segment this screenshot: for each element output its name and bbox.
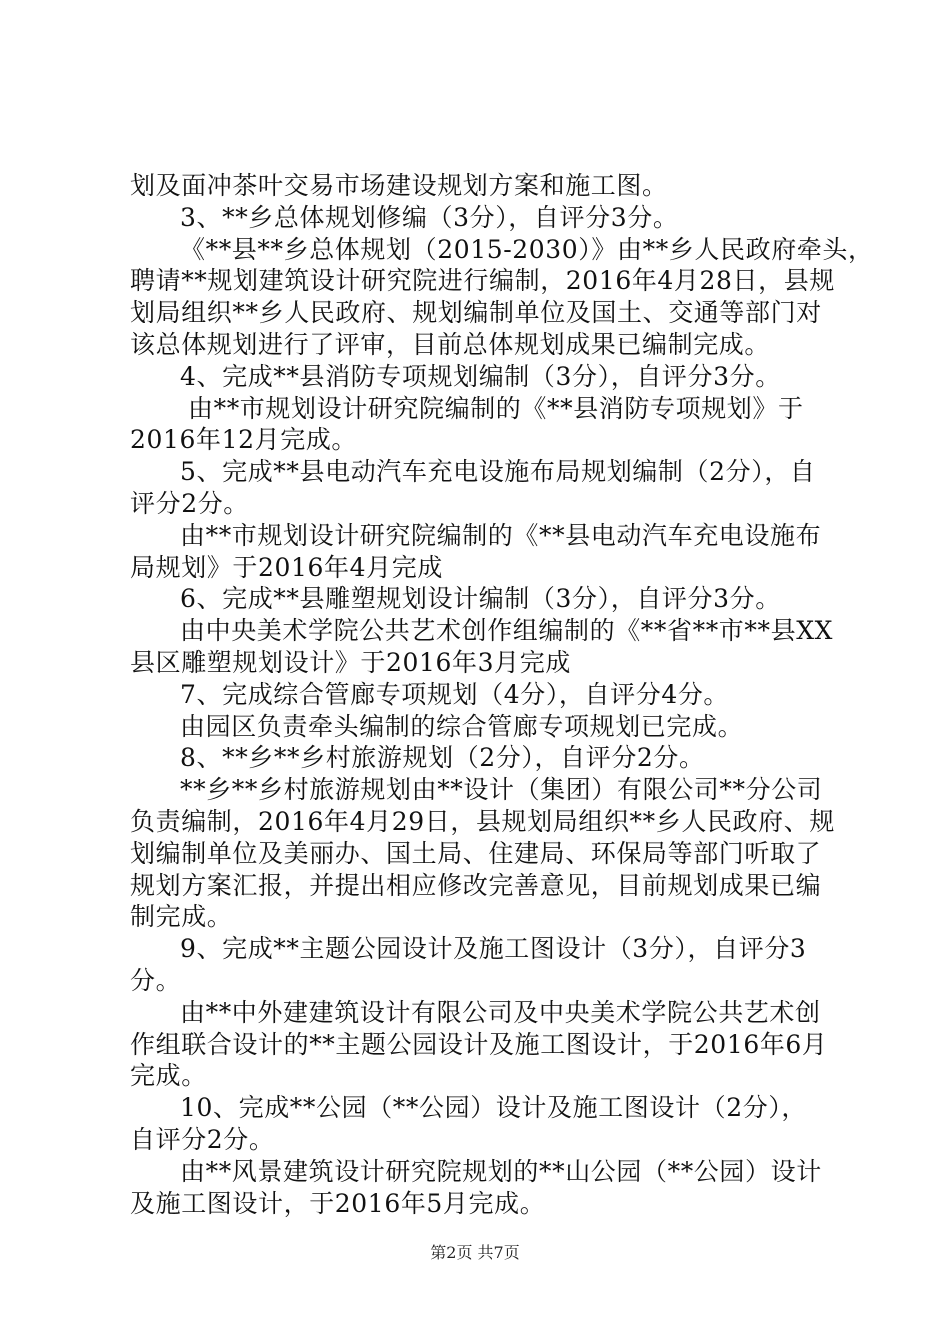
text-line: 自评分2分。 bbox=[130, 1124, 275, 1154]
text-line: 划编制单位及美丽办、国土局、住建局、环保局等部门听取了 bbox=[130, 838, 822, 868]
section-heading-4: 4、完成**县消防专项规划编制（3分），自评分3分。 bbox=[180, 361, 781, 391]
text-line: 分。 bbox=[130, 965, 182, 995]
text-line: 评分2分。 bbox=[130, 488, 249, 518]
text-line: 划局组织**乡人民政府、规划编制单位及国土、交通等部门对 bbox=[130, 298, 822, 328]
text-line: 由**市规划设计研究院编制的《**县消防专项规划》于 bbox=[188, 393, 804, 423]
text-line: 聘请**规划建筑设计研究院进行编制，2016年4月28日，县规 bbox=[130, 266, 835, 296]
section-heading-8: 8、**乡**乡村旅游规划（2分），自评分2分。 bbox=[180, 743, 705, 773]
text-line: 制完成。 bbox=[130, 902, 233, 932]
text-line: 负责编制，2016年4月29日，县规划局组织**乡人民政府、规 bbox=[130, 806, 835, 836]
section-heading-3: 3、**乡总体规划修编（3分），自评分3分。 bbox=[180, 202, 679, 232]
section-heading-9: 9、完成**主题公园设计及施工图设计（3分），自评分3 bbox=[180, 934, 807, 964]
text-line: 完成。 bbox=[130, 1061, 207, 1091]
text-line: 由中央美术学院公共艺术创作组编制的《**省**市**县XX bbox=[180, 616, 833, 646]
section-heading-5: 5、完成**县电动汽车充电设施布局规划编制（2分），自 bbox=[180, 457, 816, 487]
page-number-footer: 第2页 共7页 bbox=[430, 1243, 520, 1262]
text-line: 由**市规划设计研究院编制的《**县电动汽车充电设施布 bbox=[180, 520, 822, 550]
text-line: 由**风景建筑设计研究院规划的**山公园（**公园）设计 bbox=[180, 1156, 822, 1186]
text-line: 作组联合设计的**主题公园设计及施工图设计，于2016年6月 bbox=[130, 1029, 828, 1059]
text-line: 该总体规划进行了评审，目前总体规划成果已编制完成。 bbox=[130, 329, 771, 359]
text-line: 划及面冲茶叶交易市场建设规划方案和施工图。 bbox=[130, 171, 668, 200]
text-line: 《**县**乡总体规划（2015-2030）》由**乡人民政府牵头， bbox=[180, 234, 874, 264]
section-heading-6: 6、完成**县雕塑规划设计编制（3分），自评分3分。 bbox=[180, 584, 781, 614]
text-line: 由**中外建建筑设计有限公司及中央美术学院公共艺术创 bbox=[180, 997, 821, 1027]
text-line: 及施工图设计，于2016年5月完成。 bbox=[130, 1188, 546, 1218]
text-line: 规划方案汇报，并提出相应修改完善意见，目前规划成果已编 bbox=[130, 870, 822, 900]
text-line: 2016年12月完成。 bbox=[130, 425, 358, 455]
document-body bbox=[130, 170, 874, 1219]
text-line: 县区雕塑规划设计》于2016年3月完成 bbox=[130, 647, 571, 677]
text-line: **乡**乡村旅游规划由**设计（集团）有限公司**分公司 bbox=[180, 775, 823, 805]
section-heading-10: 10、完成**公园（**公园）设计及施工图设计（2分）， bbox=[180, 1093, 808, 1123]
section-heading-7: 7、完成综合管廊专项规划（4分），自评分4分。 bbox=[180, 679, 730, 709]
text-line: 由园区负责牵头编制的综合管廊专项规划已完成。 bbox=[180, 711, 744, 741]
text-line: 局规划》于2016年4月完成 bbox=[130, 552, 443, 582]
